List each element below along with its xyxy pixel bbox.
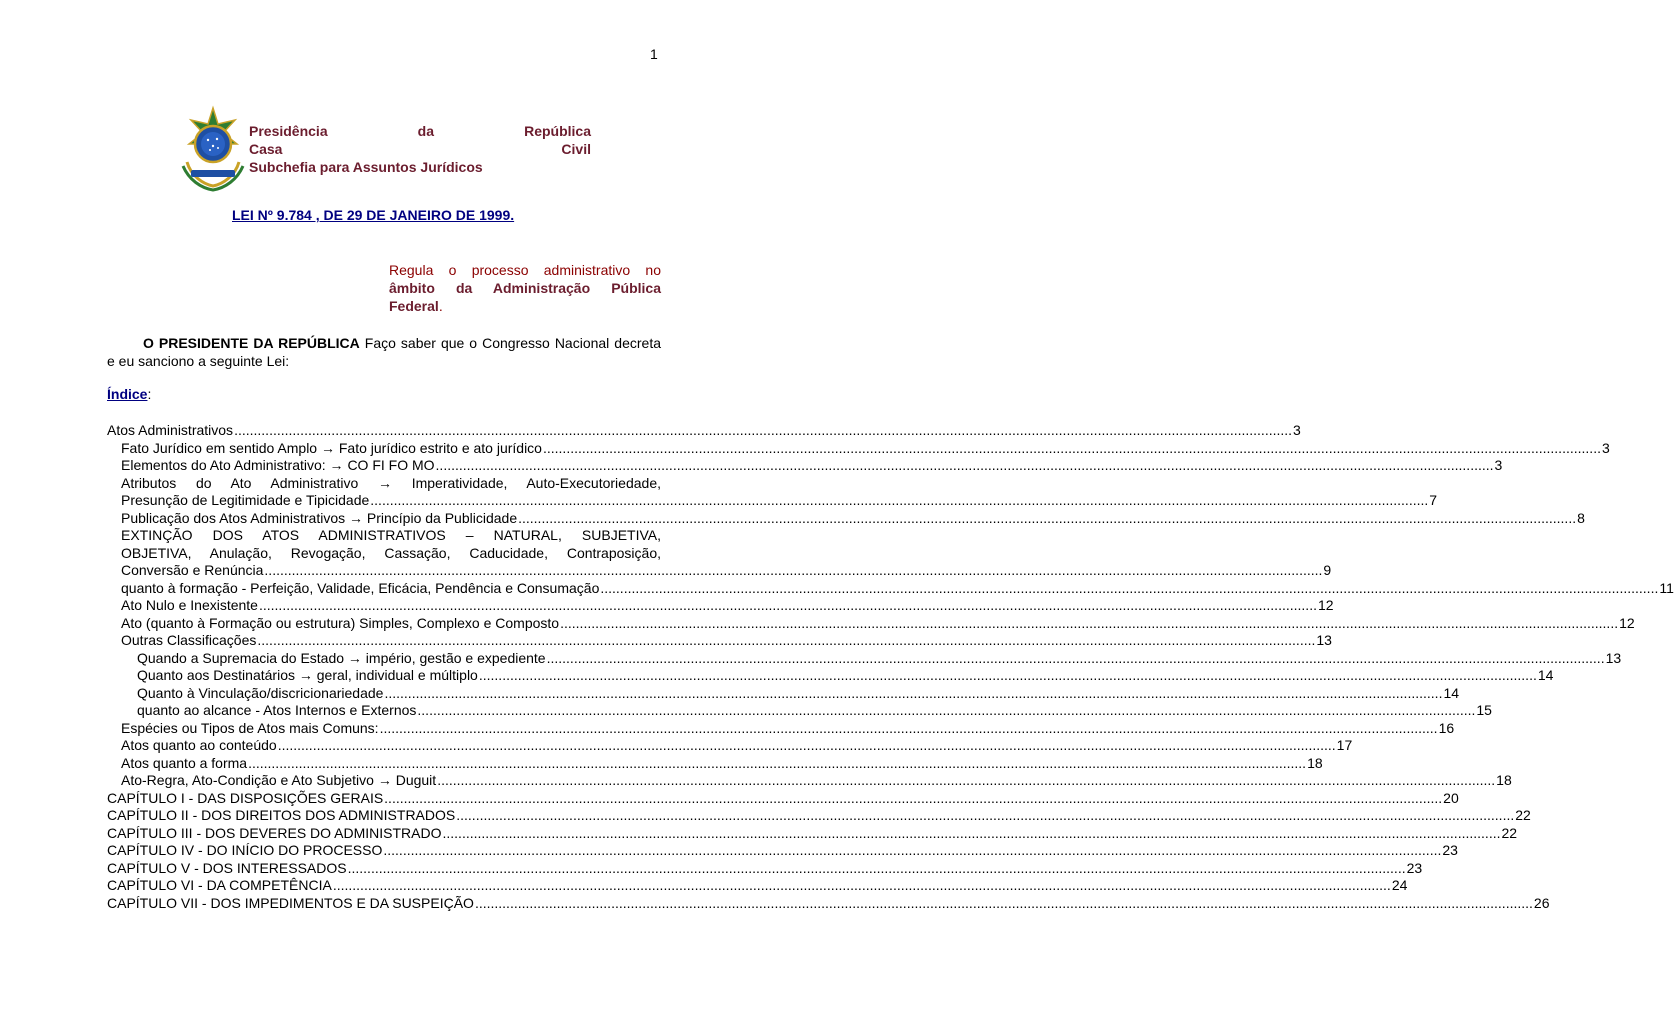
toc-entry-page: 11 <box>1659 579 1674 596</box>
ementa-text: Regula o processo administrativo no <box>389 262 661 278</box>
header-word-3: República <box>524 123 591 139</box>
toc-leader <box>383 842 1441 860</box>
toc-entry-page: 13 <box>1605 649 1622 666</box>
toc-entry-title: Atos quanto a forma <box>121 754 248 771</box>
toc-entry-title: Ato-Regra, Ato-Condição e Ato Subjetivo → Duguit <box>121 772 437 788</box>
toc-leader <box>264 562 1322 580</box>
toc-entry-page: 22 <box>1515 807 1531 823</box>
toc-entry-title: Publicação dos Atos Administrativos → Princípio da Publicidade <box>121 509 518 526</box>
toc-entry-page: 7 <box>1429 492 1438 508</box>
law-title-link[interactable]: LEI Nº 9.784 , DE 29 DE JANEIRO DE 1999. <box>232 207 515 223</box>
toc-entry[interactable] <box>107 807 1531 825</box>
toc-entry[interactable] <box>107 597 1334 615</box>
toc-entry[interactable] <box>107 667 1554 685</box>
toc-entry-page: 8 <box>1577 509 1585 526</box>
toc-entry[interactable] <box>107 754 1323 773</box>
preamble <box>107 334 661 370</box>
toc-entry-page: 3 <box>1293 422 1301 438</box>
toc-entry-page: 18 <box>1496 772 1512 788</box>
toc-leader <box>259 597 1317 615</box>
toc-entry-page: 12 <box>1317 597 1334 613</box>
toc-entry-title: Fato Jurídico em sentido Amplo → Fato jurídico estrito e ato jurídico <box>121 439 542 456</box>
toc-entry-title: CAPÍTULO VII - DOS IMPEDIMENTOS E DA SUSPEIÇÃO <box>107 894 474 911</box>
header-word-2: da <box>417 123 435 139</box>
toc-entry-multiline[interactable] <box>107 475 661 493</box>
toc-entry-page: 16 <box>1438 719 1455 736</box>
toc-entry-page: 14 <box>1443 684 1460 701</box>
toc-entry-title: quanto ao alcance - Atos Internos e Externos <box>137 702 417 718</box>
toc-entry-title: CAPÍTULO V - DOS INTERESSADOS <box>107 859 347 876</box>
toc-entry-title: Presunção de Legitimidade e Tipicidade <box>121 492 370 508</box>
toc-entry-page: 15 <box>1476 702 1492 718</box>
preamble-bold: O PRESIDENTE DA REPÚBLICA <box>143 335 360 351</box>
toc-entry[interactable] <box>107 772 1512 790</box>
toc-leader <box>560 615 1618 633</box>
toc-entry-title: CAPÍTULO I - DAS DISPOSIÇÕES GERAIS <box>107 789 384 806</box>
toc-entry-page: 12 <box>1619 614 1635 631</box>
toc-leader <box>278 737 1336 755</box>
toc-entry-title: Ato (quanto à Formação ou estrutura) Simples, Complexo e Composto <box>121 614 560 631</box>
toc-entry-title-line: Atributos do Ato Administrativo → Imperatividade, Auto-Executoriedade, <box>121 474 661 491</box>
toc-entry[interactable] <box>107 684 1460 703</box>
toc-entry-page: 23 <box>1406 859 1423 876</box>
toc-leader <box>380 720 1438 738</box>
toc-entry-title: Espécies ou Tipos de Atos mais Comuns: <box>121 719 379 736</box>
toc-entry-page: 3 <box>1494 457 1503 473</box>
government-header <box>177 106 591 192</box>
toc-entry[interactable] <box>107 877 1408 895</box>
toc-leader <box>370 492 1428 510</box>
toc-leader <box>384 685 1442 703</box>
toc-entry-title: Elementos do Ato Administrativo: → CO FI FO MO <box>121 457 435 473</box>
toc-entry[interactable] <box>107 894 1550 913</box>
header-word-1: Presidência <box>249 123 328 139</box>
toc-leader <box>333 877 1391 895</box>
toc-entry-page: 13 <box>1316 632 1332 648</box>
toc-entry-title: Quanto à Vinculação/discricionariedade <box>137 684 384 701</box>
toc-entry-page: 9 <box>1323 562 1332 578</box>
toc-entry-title: CAPÍTULO VI - DA COMPETÊNCIA <box>107 877 332 893</box>
toc-entry-page: 14 <box>1537 667 1554 683</box>
header-word-civil: Civil <box>561 141 591 157</box>
toc-leader <box>518 510 1576 528</box>
toc-entry[interactable] <box>107 789 1459 808</box>
toc-entry[interactable] <box>107 579 1674 598</box>
toc-entry[interactable] <box>107 509 1585 528</box>
toc-leader <box>456 807 1514 825</box>
toc-leader <box>417 702 1475 720</box>
ementa-bold: âmbito da Administração Pública Federal <box>389 280 661 314</box>
toc-entry[interactable] <box>107 422 1301 440</box>
toc-entry-title: quanto à formação - Perfeição, Validade, Eficácia, Pendência e Consumação <box>121 579 600 596</box>
toc-entry[interactable] <box>107 842 1458 860</box>
toc-entry[interactable] <box>107 457 1503 475</box>
header-line-presidencia <box>249 122 591 140</box>
preamble-text: Faço saber que o Congresso Nacional decreta e eu sanciono a seguinte Lei: <box>107 335 661 369</box>
toc-entry-title: Quanto aos Destinatários → geral, individual e múltiplo <box>137 667 478 683</box>
toc-entry-page: 20 <box>1443 789 1459 806</box>
toc-entry-title: CAPÍTULO IV - DO INÍCIO DO PROCESSO <box>107 842 383 858</box>
toc-leader <box>475 895 1533 913</box>
toc-entry[interactable] <box>107 702 1492 720</box>
table-of-contents <box>107 422 1674 912</box>
toc-entry-title: CAPÍTULO III - DOS DEVERES DO ADMINISTRADO <box>107 824 442 841</box>
toc-leader <box>600 580 1658 598</box>
ementa-period: . <box>438 298 443 314</box>
toc-entry-title: CAPÍTULO II - DOS DIREITOS DOS ADMINISTRADOS <box>107 807 456 823</box>
toc-entry-multiline[interactable] <box>107 527 661 562</box>
toc-entry-page: 23 <box>1442 842 1458 858</box>
toc-leader <box>436 457 1494 475</box>
toc-leader <box>248 755 1306 773</box>
toc-entry-title: Quando a Supremacia do Estado → império, gestão e expediente <box>137 649 546 666</box>
toc-leader <box>479 667 1537 685</box>
page-number: 1 <box>650 46 658 62</box>
toc-entry-title: Conversão e Renúncia <box>121 562 264 578</box>
toc-entry-title: Atos quanto ao conteúdo <box>121 737 277 753</box>
toc-entry-title-line: OBJETIVA, Anulação, Revogação, Cassação, Caducidade, Contraposição, <box>121 544 661 561</box>
header-line-subchefia <box>249 158 591 176</box>
toc-leader <box>443 825 1501 843</box>
toc-entry-page: 18 <box>1307 754 1323 771</box>
toc-entry-title: Ato Nulo e Inexistente <box>121 597 258 613</box>
toc-entry[interactable] <box>107 737 1353 755</box>
toc-entry-title: Outras Classificações <box>121 632 257 648</box>
toc-entry[interactable] <box>107 562 1332 580</box>
header-line-casa-civil <box>249 140 591 158</box>
toc-entry-page: 24 <box>1391 877 1408 893</box>
toc-leader <box>384 790 1442 808</box>
index-heading <box>107 386 151 402</box>
toc-entry[interactable] <box>107 824 1518 843</box>
toc-entry-title: Atos Administrativos <box>107 422 234 438</box>
index-colon: : <box>147 386 152 402</box>
toc-entry-title-line: EXTINÇÃO DOS ATOS ADMINISTRATIVOS – NATURAL, SUBJETIVA, <box>121 527 661 543</box>
toc-entry[interactable] <box>107 649 1622 668</box>
toc-entry-page: 3 <box>1601 439 1610 456</box>
toc-entry-page: 17 <box>1336 737 1353 753</box>
toc-entry[interactable] <box>107 859 1423 878</box>
toc-leader <box>547 650 1605 668</box>
toc-leader <box>348 860 1406 878</box>
toc-entry-page: 22 <box>1501 824 1518 841</box>
header-subchefia: Subchefia para Assuntos Jurídicos <box>249 159 483 175</box>
toc-leader <box>437 772 1495 790</box>
index-link[interactable]: Índice <box>107 386 148 402</box>
brazil-coat-of-arms-icon <box>177 106 249 192</box>
toc-entry[interactable] <box>107 719 1455 738</box>
toc-entry[interactable] <box>107 492 1438 510</box>
toc-entry[interactable] <box>107 632 1332 650</box>
ementa <box>389 261 661 315</box>
toc-entry[interactable] <box>107 439 1610 458</box>
toc-leader <box>234 422 1292 440</box>
toc-entry[interactable] <box>107 614 1635 633</box>
toc-leader <box>543 440 1601 458</box>
toc-leader <box>257 632 1315 650</box>
header-word-casa: Casa <box>249 141 283 157</box>
toc-entry-page: 26 <box>1533 894 1550 911</box>
